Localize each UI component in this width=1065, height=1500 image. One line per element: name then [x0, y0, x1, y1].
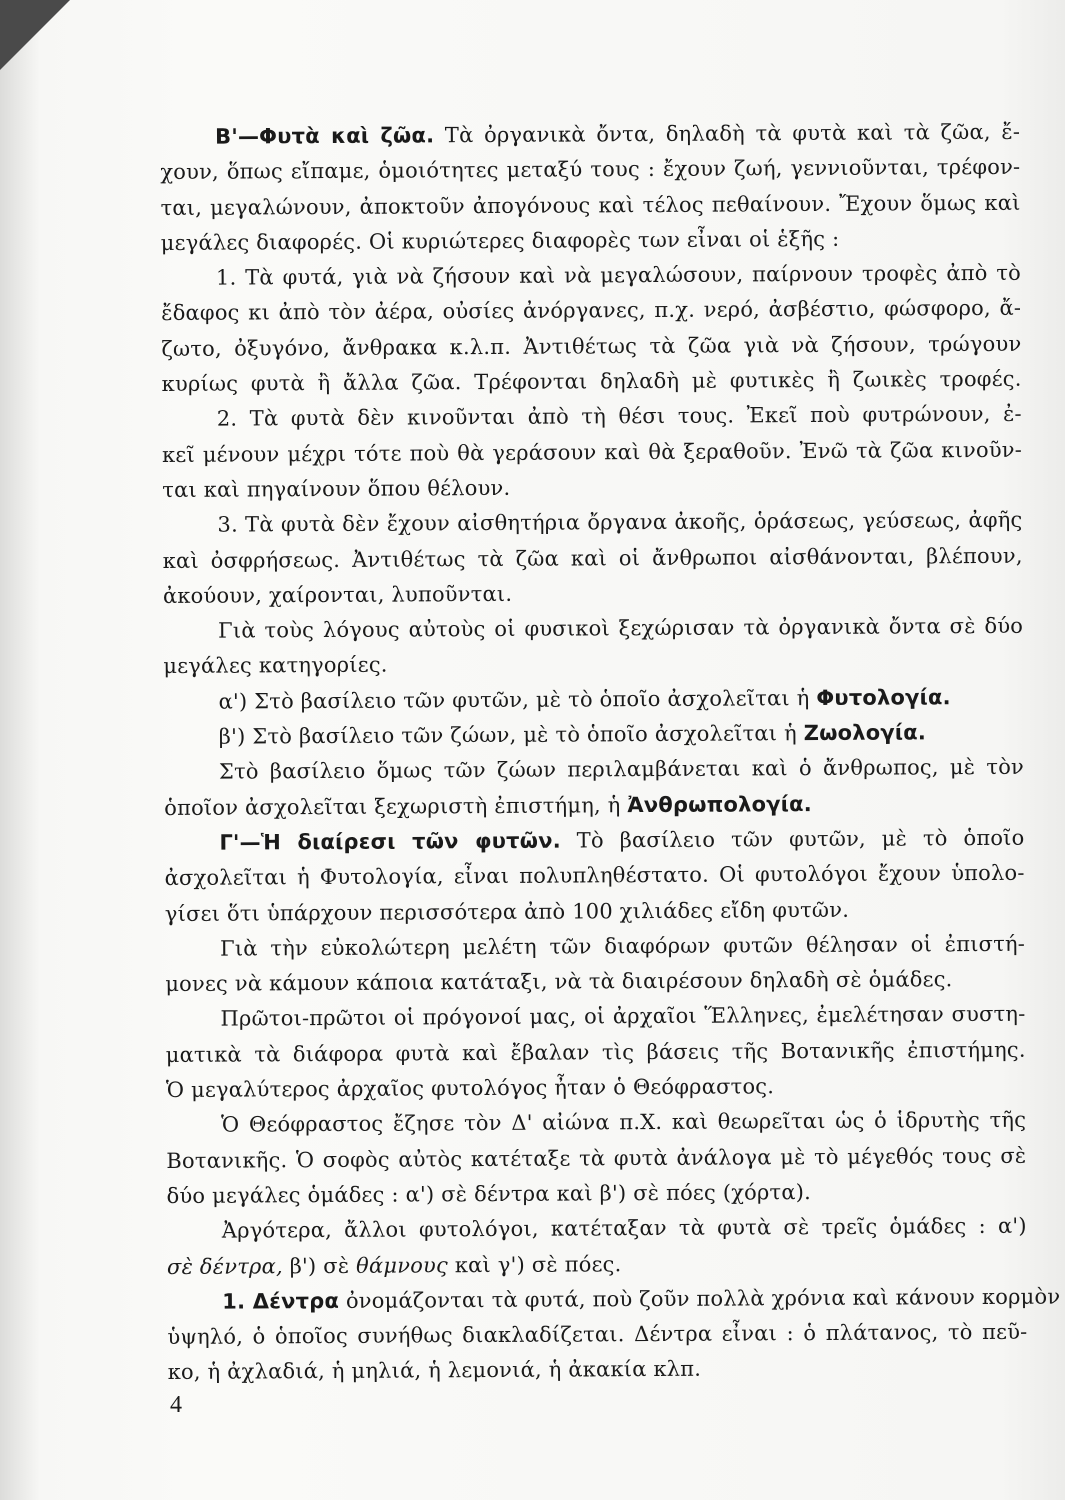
text-line: Ἀργότερα, ἄλλοι φυτολόγοι, κατέταξαν τὰ φυτὰ σὲ τρεῖς ὁμάδες : α')	[221, 1213, 1027, 1243]
text-line: μεγάλες διαφορές. Οἱ κυριώτερες διαφορὲς των εἶναι οἱ ἑξῆς :	[160, 226, 840, 255]
text-line: Στὸ βασίλειο ὅμως τῶν ζώων περιλαμβάνεται καὶ ὁ ἄνθρωπος, μὲ τὸν	[218, 755, 1025, 784]
text-line: γίσει ὅτι ὑπάρχουν περισσότερα ἀπὸ 100 χιλιάδες εἴδη φυτῶν.	[164, 897, 850, 926]
text-line: κυρίως φυτὰ ἢ ἄλλα ζῶα. Τρέφονται δηλαδὴ μὲ φυτικὲς ἢ ζωικὲς τροφές.	[161, 366, 1022, 397]
term-anthropology: Ἀνθρωπολογία.	[627, 791, 812, 817]
text-line: Γ'—Ἡ διαίρεσι τῶν φυτῶν. Τὸ βασίλειο τῶν φυτῶν, μὲ τὸ ὁποῖο	[219, 825, 1025, 855]
page-corner-fold	[0, 0, 70, 70]
text-line: Βοτανικῆς. Ὁ σοφὸς αὐτὸς κατέταξε τὰ φυτὰ ἀνάλογα μὲ τὸ μέγεθός τους σὲ	[166, 1143, 1027, 1173]
text-line: Ὁ Θεόφραστος ἔζησε τὸν Δ' αἰώνα π.Χ. καὶ θεωρεῖται ὡς ὁ ἱδρυτὴς τῆς	[221, 1108, 1027, 1137]
text-line: ματικὰ τὰ διάφορα φυτὰ καὶ ἔβαλαν τὶς βάσεις τῆς Βοτανικῆς ἐπιστήμης.	[165, 1037, 1026, 1067]
text-line: καὶ ὀσφρήσεως. Ἀντιθέτως τὰ ζῶα καὶ οἱ ἄνθρωποι αἰσθάνονται, βλέπουν,	[162, 543, 1023, 573]
text-line: ἀσχολεῖται ἡ Φυτολογία, εἶναι πολυπληθέστατο. Οἱ φυτολόγοι ἔχουν ὑπολο-	[164, 860, 1025, 891]
body-text	[160, 115, 1061, 1391]
term-shrubs: θάμνους	[356, 1252, 449, 1278]
section-heading-b: Β'—Φυτὰ καὶ ζῶα.	[215, 123, 435, 149]
text-line: ται, μεγαλώνουν, ἀποκτοῦν ἀπογόνους καὶ τέλος πεθαίνουν. Ἔχουν ὅμως καὶ	[160, 190, 1021, 220]
text-line: 1. Τὰ φυτά, γιὰ νὰ ζήσουν καὶ νὰ μεγαλώσουν, παίρνουν τροφὲς ἀπὸ τὸ	[215, 260, 1022, 290]
text-line: Γιὰ τοὺς λόγους αὐτοὺς οἱ φυσικοὶ ξεχώρισαν τὰ ὀργανικὰ ὄντα σὲ δύο	[218, 613, 1024, 643]
text-line: Β'—Φυτὰ καὶ ζῶα. Τὰ ὀργανικὰ ὄντα, δηλαδὴ τὰ φυτὰ καὶ τὰ ζῶα, ἔ-	[215, 119, 1021, 149]
text-line: ὑψηλό, ὁ ὁποῖος συνήθως διακλαδίζεται. Δέντρα εἶναι : ὁ πλάτανος, τὸ πεῦ-	[167, 1319, 1028, 1350]
text-line: κο, ἡ ἀχλαδιά, ἡ μηλιά, ἡ λεμονιά, ἡ ἀκακία κλπ.	[167, 1357, 702, 1385]
text-line: Γιὰ τὴν εὐκολώτερη μελέτη τῶν διαφόρων φυτῶν θέλησαν οἱ ἐπιστή-	[219, 931, 1026, 961]
text-line: Πρῶτοι-πρῶτοι οἱ πρόγονοί μας, οἱ ἀρχαῖοι Ἕλληνες, ἐμελέτησαν συστη-	[220, 1002, 1026, 1032]
text-line: μονες νὰ κάμουν κάποια κατάταξι, νὰ τὰ διαιρέσουν δηλαδὴ σὲ ὁμάδες.	[165, 967, 953, 997]
text-line: Ὁ μεγαλύτερος ἀρχαῖος φυτολόγος ἦταν ὁ Θεόφραστος.	[165, 1074, 775, 1102]
section-heading-c: Γ'—Ἡ διαίρεσι τῶν φυτῶν.	[219, 828, 561, 855]
text-line: χουν, ὅπως εἴπαμε, ὁμοιότητες μεταξύ τους : ἔχουν ζωή, γεννιοῦνται, τρέφον-	[160, 155, 1021, 185]
text-line: σὲ δέντρα, β') σὲ θάμνους καὶ γ') σὲ πόες.	[166, 1251, 622, 1279]
text-line: μεγάλες κατηγορίες.	[163, 653, 388, 679]
text-line: α') Στὸ βασίλειο τῶν φυτῶν, μὲ τὸ ὁποῖο ἀσχολεῖται ἡ Φυτολογία.	[218, 684, 951, 714]
page-number: 4	[170, 1392, 182, 1418]
text-line: κεῖ μένουν μέχρι τότε ποὺ θὰ γεράσουν καὶ θὰ ξεραθοῦν. Ἐνῶ τὰ ζῶα κινοῦν-	[161, 437, 1023, 467]
text-line: ζωτο, ὀξυγόνο, ἄνθρακα κ.λ.π. Ἀντιθέτως τὰ ζῶα γιὰ νὰ ζήσουν, τρώγουν	[161, 331, 1022, 361]
text-line: ται καὶ πηγαίνουν ὅπου θέλουν.	[162, 475, 511, 502]
text-line: ἀκούουν, χαίρονται, λυποῦνται.	[162, 581, 513, 608]
text-line: 2. Τὰ φυτὰ δὲν κινοῦνται ἀπὸ τὴ θέσι τους. Ἐκεῖ ποὺ φυτρώνουν, ἐ-	[216, 402, 1022, 432]
text-line: ἔδαφος κι ἀπὸ τὸν ἀέρα, οὐσίες ἀνόργανες, π.χ. νερό, ἀσβέστιο, φώσφορο, ἄ-	[161, 296, 1022, 326]
term-phytology: Φυτολογία.	[816, 684, 951, 710]
term-zoology: Ζωολογία.	[803, 720, 927, 746]
text-line: 1. Δέντρα ὀνομάζονται τὰ φυτά, ποὺ ζοῦν πολλὰ χρόνια καὶ κάνουν κορμὸν	[222, 1284, 1061, 1314]
text-line: ὁποῖον ἀσχολεῖται ξεχωριστὴ ἐπιστήμη, ἡ Ἀνθρωπολογία.	[164, 791, 812, 820]
term-trees-definition: 1. Δέντρα	[222, 1288, 340, 1314]
term-trees: σὲ δέντρα,	[166, 1253, 283, 1279]
text-line: β') Στὸ βασίλειο τῶν ζώων, μὲ τὸ ὁποῖο ἀσχολεῖται ἡ Ζωολογία.	[218, 720, 927, 749]
text-line: 3. Τὰ φυτὰ δὲν ἔχουν αἰσθητήρια ὄργανα ἀκοῆς, ὁράσεως, γεύσεως, ἀφῆς	[217, 508, 1023, 537]
text-line: δύο μεγάλες ὁμάδες : α') σὲ δέντρα καὶ β') σὲ πόες (χόρτα).	[166, 1179, 812, 1208]
